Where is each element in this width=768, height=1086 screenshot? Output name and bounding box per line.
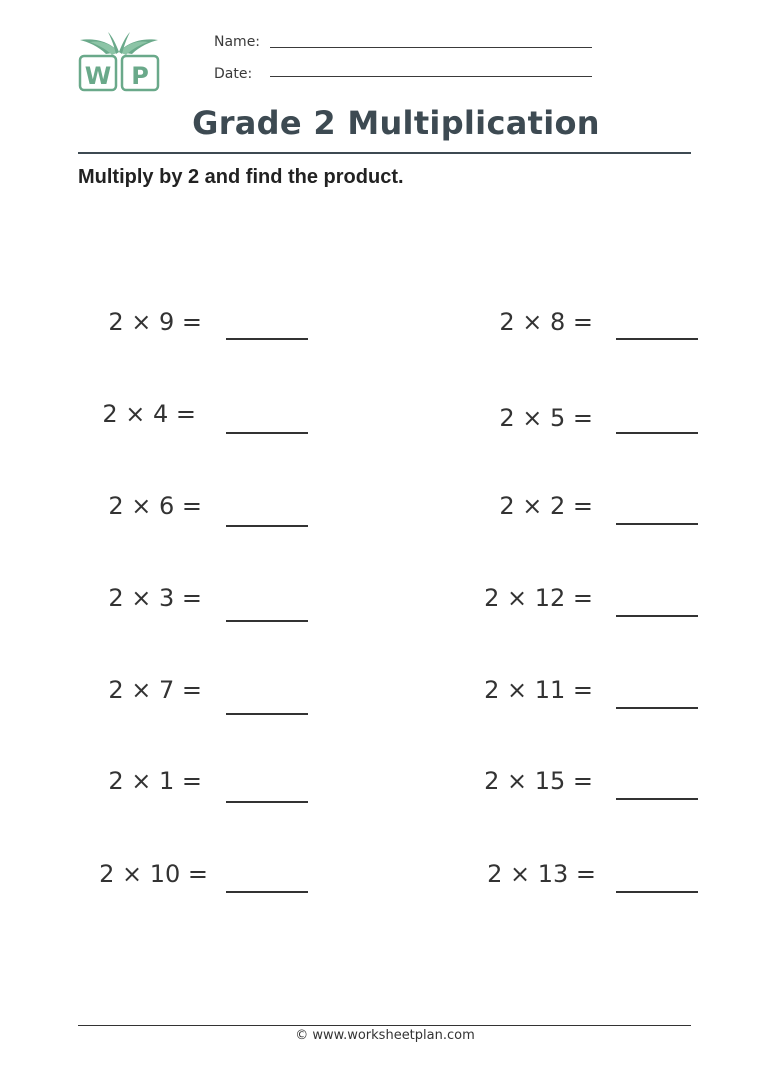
problem-right-6: 2 × 15 = xyxy=(484,767,593,795)
date-label: Date: xyxy=(214,66,253,82)
problem-right-2: 2 × 5 = xyxy=(499,404,593,432)
problem-right-4: 2 × 12 = xyxy=(484,584,593,612)
problem-right-7: 2 × 13 = xyxy=(487,860,596,888)
worksheetplan-logo xyxy=(78,30,160,94)
book-icon xyxy=(80,32,158,55)
footer-copyright: © www.worksheetplan.com xyxy=(295,1028,475,1043)
svg-text:P: P xyxy=(131,62,149,90)
title-divider xyxy=(78,152,691,154)
answer-blank[interactable] xyxy=(226,620,308,622)
instruction-text: Multiply by 2 and find the product. xyxy=(78,166,404,188)
answer-blank[interactable] xyxy=(226,713,308,715)
footer-divider xyxy=(78,1025,691,1026)
problem-left-3: 2 × 6 = xyxy=(108,492,202,520)
problem-right-5: 2 × 11 = xyxy=(484,676,593,704)
problem-left-7: 2 × 10 = xyxy=(99,860,208,888)
problem-right-1: 2 × 8 = xyxy=(499,308,593,336)
answer-blank[interactable] xyxy=(226,432,308,434)
problem-left-6: 2 × 1 = xyxy=(108,767,202,795)
problem-left-4: 2 × 3 = xyxy=(108,584,202,612)
problem-left-1: 2 × 9 = xyxy=(108,308,202,336)
answer-blank[interactable] xyxy=(616,523,698,525)
answer-blank[interactable] xyxy=(616,798,698,800)
page-title: Grade 2 Multiplication xyxy=(192,104,600,142)
answer-blank[interactable] xyxy=(226,891,308,893)
problem-right-3: 2 × 2 = xyxy=(499,492,593,520)
answer-blank[interactable] xyxy=(226,801,308,803)
answer-blank[interactable] xyxy=(616,432,698,434)
answer-blank[interactable] xyxy=(226,338,308,340)
answer-blank[interactable] xyxy=(226,525,308,527)
answer-blank[interactable] xyxy=(616,338,698,340)
problem-left-2: 2 × 4 = xyxy=(102,400,196,428)
svg-text:W: W xyxy=(84,62,112,90)
answer-blank[interactable] xyxy=(616,891,698,893)
problem-left-5: 2 × 7 = xyxy=(108,676,202,704)
date-field[interactable] xyxy=(270,76,592,77)
answer-blank[interactable] xyxy=(616,615,698,617)
name-label: Name: xyxy=(214,34,261,50)
answer-blank[interactable] xyxy=(616,707,698,709)
name-field[interactable] xyxy=(270,47,592,48)
